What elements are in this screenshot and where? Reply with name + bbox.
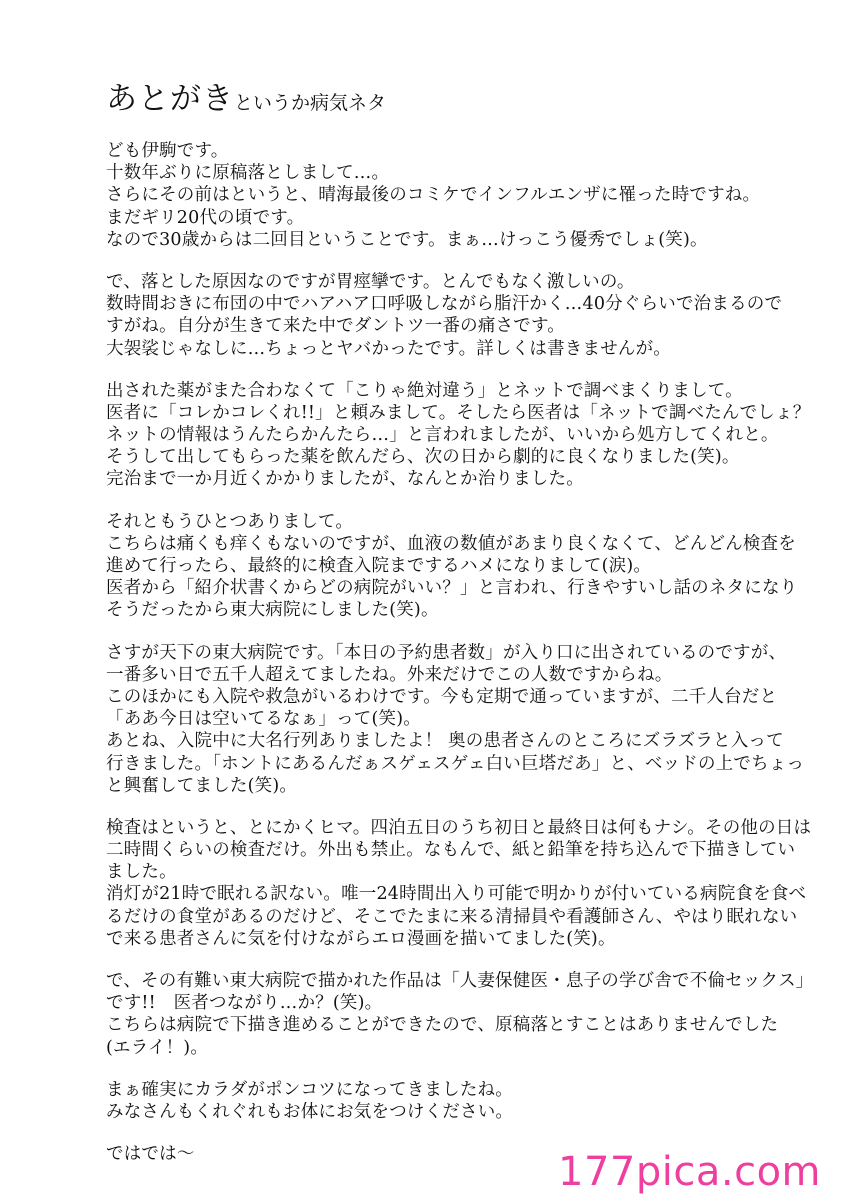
text-line: 一番多い日で五千人超えてましたね。外来だけでこの人数ですからね。 [106, 664, 673, 685]
text-line: こちらは痛くも痒くもないのですが、血液の数値があまり良くなくて、どんどん検査を [106, 533, 796, 554]
text-line: で来る患者さんに気を付けながらエロ漫画を描いてました(笑)。 [106, 928, 616, 949]
text-line: それともうひとつありまして。 [106, 511, 354, 532]
text-line: 二時間くらいの検査だけ。外出も禁止。なもんで、紙と鉛筆を持ち込んで下描きしてい [106, 840, 796, 861]
text-line: 医者から「紹介状書くからどの病院がいい？」と言われ、行きやすいし話のネタになり [106, 578, 798, 599]
text-line: 大袈裟じゃなしに…ちょっとヤバかったです。詳しくは書きませんが。 [106, 338, 671, 359]
text-line: 進めて行ったら、最終的に検査入院までするハメになりまして(涙)。 [106, 556, 652, 576]
paragraph [106, 642, 805, 797]
paragraph [106, 271, 783, 360]
text-line: 行きました。「ホントにあるんだぁスゲェスゲェ白い巨塔だあ」と、ベッドの上でちょっ [106, 753, 805, 774]
text-line: で、落とした原因なのですが胃痙攣です。とんでもなく激しいの。 [106, 271, 635, 292]
watermark-text: 177pica.com [558, 1149, 821, 1195]
text-line: すがね。自分が生きて来た中でダントツ一番の痛さです。 [106, 316, 565, 337]
text-line: るだけの食堂があるのだけど、そこでたまに来る清掃員や看護師さん、やはり眠れない [106, 906, 798, 927]
text-line: で、その有難い東大病院で描かれた作品は「人妻保健医・息子の学び舎で不倫セックス」 [106, 971, 814, 991]
text-line: と興奮してました(笑)。 [106, 775, 298, 796]
text-line: 消灯が21時で眠れる訳ない。唯一24時間出入り可能で明かりが付いている病院食を食べ [106, 884, 807, 905]
text-line: さらにその前はというと、晴海最後のコミケでインフルエンザに罹った時ですね。 [106, 185, 761, 206]
paragraph [106, 970, 814, 1059]
text-line: さすが天下の東大病院です。「本日の予約患者数」が入り口に出されているのですが、 [106, 642, 787, 663]
text-line: そうだったから東大病院にしました(笑)。 [106, 600, 439, 621]
text-line: ではでは～ [106, 1144, 195, 1165]
text-line: あとね、入院中に大名行列ありましたよ！ 奥の患者さんのところにズラズラと入って [106, 731, 784, 752]
text-line: ども伊駒です。 [106, 141, 229, 161]
text-line: ました。 [106, 862, 177, 883]
text-line: 十数年ぶりに原稿落としまして…。 [106, 163, 390, 184]
title-subtitle: というか病気ネタ [234, 92, 387, 114]
text-line: まぁ確実にカラダがポンコツになってきましたね。 [106, 1079, 513, 1100]
text-line: そうして出してもらった薬を飲んだら、次の日から劇的に良くなりました(笑)。 [106, 447, 740, 468]
text-line: (エライ！)。 [106, 1037, 209, 1058]
text-line: このほかにも入院や救急がいるわけです。今も定期で通っていますが、二千人台だと [106, 686, 778, 707]
text-line: 検査はというと、とにかくヒマ。四泊五日のうち初日と最終日は何もナシ。その他の日は [106, 817, 812, 838]
text-line: です!! 医者つながり…か？(笑)。 [106, 993, 383, 1014]
text-line: 出された薬がまた合わなくて「こりゃ絶対違う」とネットで調べまくりまして。 [106, 380, 743, 401]
paragraph [106, 817, 812, 950]
afterword-title [106, 81, 387, 117]
text-line: まだギリ20代の頃です。 [106, 207, 305, 228]
text-line: こちらは病院で下描き進めることができたので、原稿落とすことはありませんでした [106, 1015, 779, 1036]
text-line: ネットの情報はうんたらかんたら…」と言われましたが、いいから処方してくれと。 [106, 425, 779, 446]
paragraph [106, 511, 798, 622]
paragraph [106, 140, 766, 251]
text-line: 完治まで一か月近くかかりましたが、なんとか治りました。 [106, 469, 584, 490]
paragraph [106, 1079, 766, 1123]
title-main: あとがき [106, 81, 234, 117]
afterword-body [106, 140, 814, 1185]
text-line: なので30歳からは二回目ということです。まぁ…けっこう優秀でしょ(笑)。 [106, 229, 708, 250]
text-line: みなさんもくれぐれもお体にお気をつけください。 [106, 1101, 514, 1122]
paragraph [106, 380, 811, 491]
text-line: 医者に「コレかコレくれ!!」と頼みまして。そしたら医者は「ネットで調べたんでしょ？ [106, 402, 811, 423]
text-line: 数時間おきに布団の中でハアハア口呼吸しながら脂汗かく…40分ぐらいで治まるので [106, 294, 783, 315]
text-line: 「ああ今日は空いてるなぁ」って(笑)。 [106, 709, 421, 730]
